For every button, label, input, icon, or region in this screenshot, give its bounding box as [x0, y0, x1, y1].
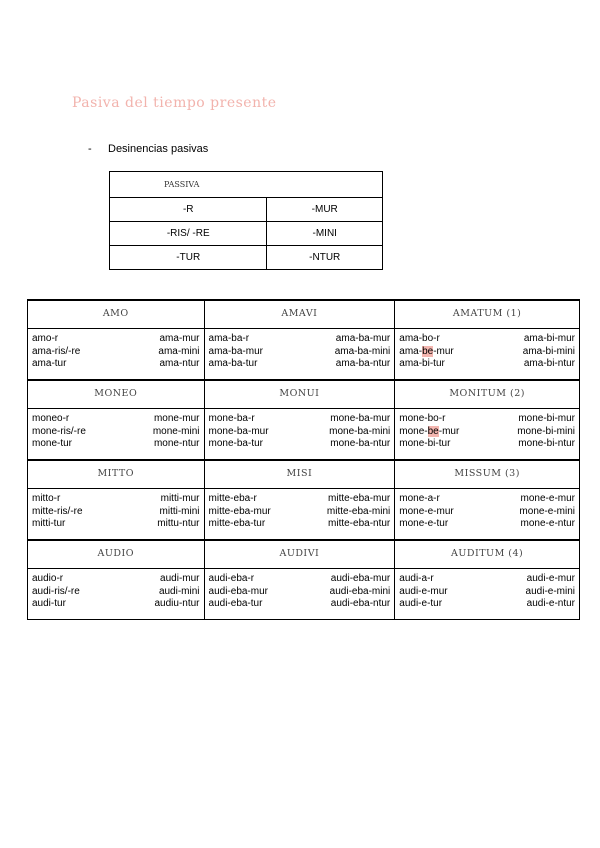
singular-form: mitto-r [32, 493, 61, 504]
conjugation-line [399, 506, 575, 519]
conjugation-line [399, 358, 575, 371]
singular-form: mone-bo-r [399, 413, 446, 424]
bullet-text: Desinencias pasivas [108, 143, 209, 155]
plural-form: ama-mini [158, 345, 200, 357]
plural-form: mitte-eba-mini [326, 505, 391, 517]
table-cell: -MINI [267, 222, 383, 246]
plural-form: mone-ntur [153, 438, 200, 449]
singular-form: audi-e-tur [399, 598, 443, 609]
plural-form: ama-bi-mini [522, 345, 575, 357]
conjugation-line [32, 586, 200, 599]
conjugation-cell [28, 569, 205, 620]
conjugation-line [32, 438, 200, 451]
singular-form: mone-a-r [399, 493, 440, 504]
conjugation-cell [395, 569, 580, 620]
conjugation-line [32, 573, 200, 586]
singular-form: audi-eba-r [208, 573, 255, 584]
conjugation-line [209, 358, 391, 371]
singular-form: mone-ris/-re [32, 425, 86, 437]
singular-form: audi-tur [32, 598, 66, 609]
singular-form: mitte-eba-mur [208, 505, 271, 517]
conjugation-line [32, 493, 200, 506]
plural-form: mitti-mur [160, 493, 200, 504]
conjugation-line [209, 426, 391, 439]
conjugation-line [209, 586, 391, 599]
singular-form: mitti-tur [32, 518, 66, 529]
conjugation-line [209, 438, 391, 451]
plural-form: audi-eba-ntur [330, 598, 391, 609]
table-cell: -RIS/ -RE [110, 222, 267, 246]
conjugation-cell [395, 409, 580, 461]
singular-form: audi-e-mur [399, 585, 448, 597]
conjugation-row [28, 329, 580, 381]
verb-form-heading: MONUI [204, 380, 395, 409]
plural-form: mitti-mini [159, 505, 200, 517]
verb-form-heading: AMATUM (1) [395, 300, 580, 329]
conjugation-cell [204, 329, 395, 381]
conjugation-line [32, 346, 200, 359]
conjugation-line [32, 413, 200, 426]
singular-form: ama-bi-tur [399, 358, 445, 369]
conjugation-line [399, 493, 575, 506]
plural-form: mone-ba-mur [330, 413, 391, 424]
conjugation-line [209, 598, 391, 611]
conjugation-line [209, 333, 391, 346]
highlighted-syllable: be [422, 345, 434, 357]
conjugation-line [399, 346, 575, 359]
conjugation-cell [28, 329, 205, 381]
conjugation-line [32, 518, 200, 531]
singular-form: audi-ris/-re [32, 585, 80, 597]
verb-head-row [28, 300, 580, 329]
conjugation-line [399, 426, 575, 439]
plural-form: mitte-eba-mur [328, 493, 391, 504]
verb-form-heading: AUDIO [28, 540, 205, 569]
verb-form-heading: MONEO [28, 380, 205, 409]
plural-form: mone-e-ntur [520, 518, 575, 529]
verb-form-heading: MISSUM (3) [395, 460, 580, 489]
plural-form: ama-ba-mur [335, 333, 391, 344]
table-cell: -MUR [267, 198, 383, 222]
plural-form: audi-e-mur [526, 573, 575, 584]
conjugation-line [32, 426, 200, 439]
conjugation-line [399, 518, 575, 531]
conjugation-cell [28, 409, 205, 461]
conjugation-line [399, 598, 575, 611]
conjugation-line [32, 358, 200, 371]
conjugation-row [28, 489, 580, 541]
plural-form: mone-bi-mur [518, 413, 575, 424]
singular-form: mitte-ris/-re [32, 505, 83, 517]
verb-form-heading: MONITUM (2) [395, 380, 580, 409]
plural-form: audi-e-ntur [526, 598, 575, 609]
conjugation-line [399, 586, 575, 599]
plural-form: mone-e-mini [519, 505, 575, 517]
singular-form: ama-ba-r [208, 333, 250, 344]
conjugation-line [32, 506, 200, 519]
plural-form: mone-ba-mini [329, 425, 391, 437]
verb-head-row [28, 540, 580, 569]
conjugation-line [209, 518, 391, 531]
conjugation-line [32, 598, 200, 611]
singular-form: ama-be-mur [399, 345, 454, 357]
conjugation-line [399, 573, 575, 586]
page-title: Pasiva del tiempo presente [72, 95, 277, 111]
conjugation-line [209, 506, 391, 519]
singular-form: ama-ba-mur [208, 345, 263, 357]
conjugation-line [209, 413, 391, 426]
plural-form: ama-bi-ntur [523, 358, 575, 369]
plural-form: audi-mur [160, 573, 200, 584]
conjugation-cell [395, 489, 580, 541]
plural-form: audiu-ntur [154, 598, 200, 609]
conjugation-line [399, 333, 575, 346]
conjugation-line [209, 573, 391, 586]
plural-form: mone-bi-ntur [518, 438, 575, 449]
plural-form: audi-e-mini [525, 585, 575, 597]
verb-head-row [28, 380, 580, 409]
singular-form: audio-r [32, 573, 64, 584]
plural-form: audi-eba-mur [330, 573, 391, 584]
plural-form: ama-ntur [159, 358, 200, 369]
singular-form: audi-a-r [399, 573, 434, 584]
verb-head-row [28, 460, 580, 489]
verb-form-heading: AMAVI [204, 300, 395, 329]
singular-form: mitte-eba-r [208, 493, 257, 504]
verb-form-heading: AUDIVI [204, 540, 395, 569]
conjugation-cell [395, 329, 580, 381]
singular-form: mone-e-tur [399, 518, 449, 529]
plural-form: mone-e-mur [520, 493, 575, 504]
singular-form: ama-tur [32, 358, 67, 369]
conjugation-row [28, 409, 580, 461]
table-cell: -TUR [110, 246, 267, 270]
plural-form: ama-ba-ntur [335, 358, 391, 369]
conjugation-line [209, 346, 391, 359]
plural-form: mittu-ntur [157, 518, 200, 529]
singular-form: mone-ba-tur [208, 438, 263, 449]
passive-endings-table [109, 171, 383, 270]
plural-form: mone-mur [153, 413, 200, 424]
singular-form: audi-eba-mur [208, 585, 268, 597]
conjugation-line [399, 413, 575, 426]
conjugation-line [399, 438, 575, 451]
singular-form: ama-ris/-re [32, 345, 81, 357]
singular-form: mitte-eba-tur [208, 518, 266, 529]
conjugation-row [28, 569, 580, 620]
bullet-dash: - [88, 143, 92, 155]
conjugation-line [32, 333, 200, 346]
plural-form: mone-ba-ntur [330, 438, 391, 449]
plural-form: mone-mini [152, 425, 200, 437]
conjugation-cell [204, 569, 395, 620]
table-cell: -R [110, 198, 267, 222]
highlighted-syllable: be [427, 425, 439, 437]
singular-form: mone-be-mur [399, 425, 460, 437]
singular-form: moneo-r [32, 413, 70, 424]
bullet-item [88, 143, 208, 155]
singular-form: mone-ba-mur [208, 425, 269, 437]
singular-form: ama-bo-r [399, 333, 440, 344]
conjugation-line [209, 493, 391, 506]
singular-form: mone-e-mur [399, 505, 454, 517]
singular-form: mone-tur [32, 438, 73, 449]
verb-form-heading: AUDITUM (4) [395, 540, 580, 569]
plural-form: audi-eba-mini [329, 585, 391, 597]
plural-form: ama-mur [159, 333, 200, 344]
plural-form: ama-bi-mur [523, 333, 575, 344]
verb-form-heading: MITTO [28, 460, 205, 489]
conjugation-table [27, 299, 580, 620]
conjugation-cell [204, 489, 395, 541]
singular-form: mone-ba-r [208, 413, 255, 424]
plural-form: audi-mini [158, 585, 200, 597]
plural-form: mitte-eba-ntur [328, 518, 391, 529]
singular-form: ama-ba-tur [208, 358, 258, 369]
passive-table-header: PASSIVA [110, 172, 383, 198]
verb-form-heading: AMO [28, 300, 205, 329]
singular-form: audi-eba-tur [208, 598, 263, 609]
plural-form: ama-ba-mini [334, 345, 391, 357]
conjugation-cell [28, 489, 205, 541]
singular-form: mone-bi-tur [399, 438, 451, 449]
plural-form: mone-bi-mini [517, 425, 575, 437]
table-cell: -NTUR [267, 246, 383, 270]
verb-form-heading: MISI [204, 460, 395, 489]
singular-form: amo-r [32, 333, 59, 344]
conjugation-cell [204, 409, 395, 461]
